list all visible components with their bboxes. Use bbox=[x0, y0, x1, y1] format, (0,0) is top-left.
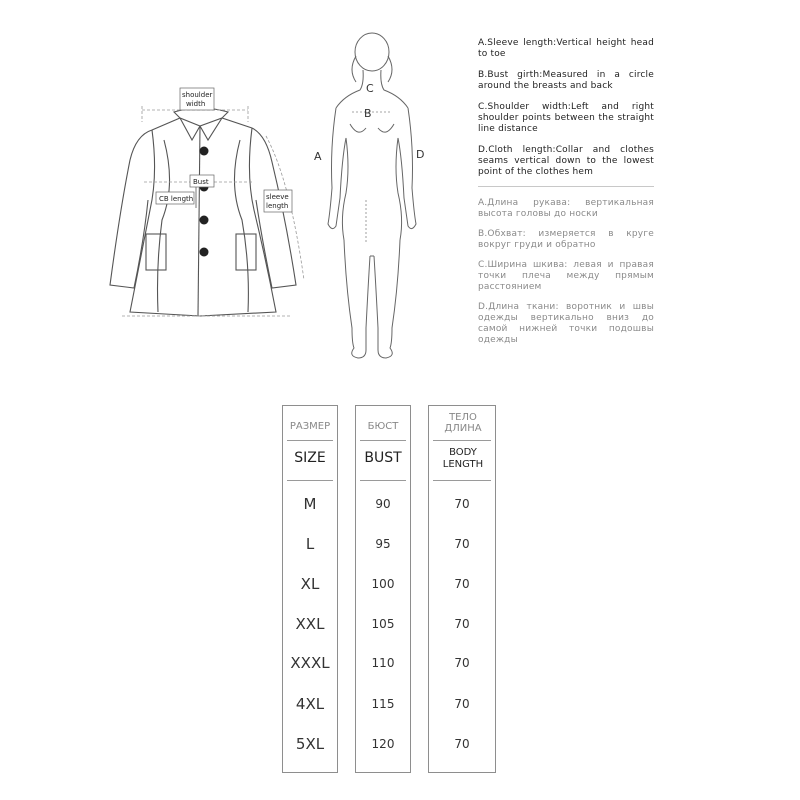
size-cell: XXL bbox=[295, 615, 325, 633]
size-header-en: SIZE bbox=[294, 450, 326, 466]
divider bbox=[478, 186, 654, 187]
length-cell: 70 bbox=[454, 617, 470, 631]
length-column bbox=[428, 405, 496, 773]
definition-a: A.Sleeve length:Vertical height head to toe bbox=[478, 38, 654, 59]
sleeve-label-2: length bbox=[266, 202, 289, 210]
size-column bbox=[282, 405, 338, 773]
definitions-ru bbox=[478, 198, 654, 355]
length-header-ru: ТЕЛО ДЛИНА bbox=[444, 412, 482, 434]
definition-ru-b: B.Обхват: измеряется в круге вокруг груди и обратно bbox=[478, 229, 654, 250]
body-figure bbox=[300, 28, 440, 364]
body-label-b: B bbox=[364, 107, 372, 120]
definition-ru-c: C.Ширина шкива: левая и правая точки плеча между прямым расстоянием bbox=[478, 260, 654, 292]
size-cell: M bbox=[303, 495, 317, 513]
definition-b: B.Bust girth:Measured in a circle around the breasts and back bbox=[478, 70, 654, 91]
size-cell: XL bbox=[300, 575, 320, 593]
length-cell: 70 bbox=[454, 497, 470, 511]
definition-ru-d: D.Длина ткани: воротник и швы одежды вертикально вниз до самой нижней точки подошвы одежды bbox=[478, 302, 654, 345]
length-column-header bbox=[429, 406, 495, 484]
bust-header-ru: БЮСТ bbox=[367, 421, 399, 432]
bust-header-en: BUST bbox=[364, 450, 402, 466]
bust-cell: 120 bbox=[371, 737, 395, 751]
shoulder-label-1: shoulder bbox=[182, 91, 213, 99]
bust-column-header bbox=[356, 406, 410, 484]
size-cell: 5XL bbox=[295, 735, 325, 753]
size-cell: L bbox=[305, 535, 315, 553]
length-header-en: BODY LENGTH bbox=[442, 447, 484, 470]
cb-length-label: CB length bbox=[159, 195, 194, 203]
sleeve-label-1: sleeve bbox=[266, 193, 289, 201]
bust-column bbox=[355, 405, 411, 773]
length-cell: 70 bbox=[454, 737, 470, 751]
bust-cell: 90 bbox=[375, 497, 391, 511]
definition-d: D.Cloth length:Collar and clothes seams vertical down to the lowest point of the clothes hem bbox=[478, 145, 654, 177]
size-cell: XXXL bbox=[290, 654, 330, 672]
bust-cell: 115 bbox=[371, 697, 395, 711]
size-column-header bbox=[283, 406, 337, 484]
body-label-c: C bbox=[366, 82, 374, 95]
length-cell: 70 bbox=[454, 697, 470, 711]
bust-cell: 95 bbox=[375, 537, 391, 551]
definition-c: C.Shoulder width:Left and right shoulder points between the straight line distance bbox=[478, 102, 654, 134]
length-cell: 70 bbox=[454, 577, 470, 591]
length-cell: 70 bbox=[454, 656, 470, 670]
length-cell: 70 bbox=[454, 537, 470, 551]
shoulder-label-2: width bbox=[186, 100, 206, 108]
body-label-d: D bbox=[416, 148, 425, 161]
body-label-a: A bbox=[314, 150, 322, 163]
size-cell: 4XL bbox=[295, 695, 325, 713]
coat-diagram bbox=[100, 80, 320, 330]
bust-cell: 105 bbox=[371, 617, 395, 631]
definitions-en bbox=[478, 38, 654, 188]
bust-label: Bust bbox=[193, 178, 209, 186]
bust-cell: 100 bbox=[371, 577, 395, 591]
size-header-ru: РАЗМЕР bbox=[289, 421, 331, 432]
definition-ru-a: A.Длина рукава: вертикальная высота головы до носки bbox=[478, 198, 654, 219]
bust-cell: 110 bbox=[371, 656, 395, 670]
